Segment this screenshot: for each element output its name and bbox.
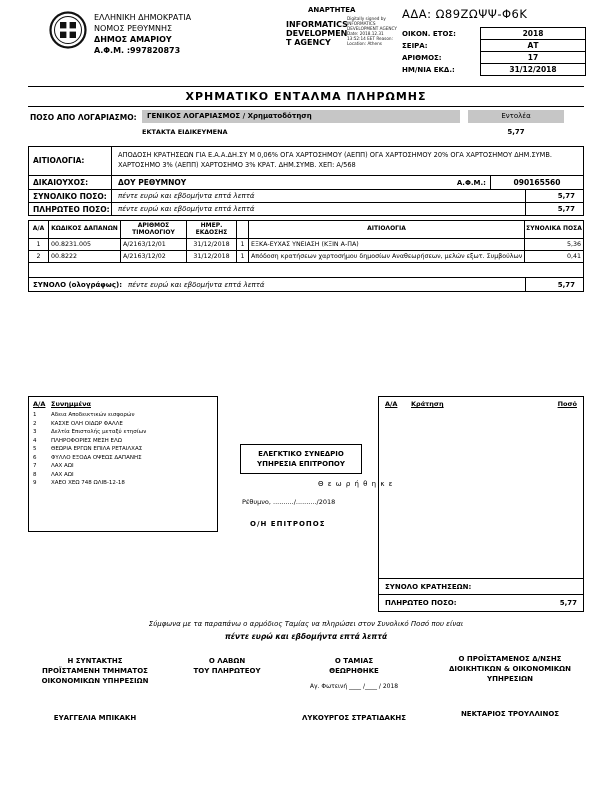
issuer-republic: ΕΛΛΗΝΙΚΗ ΔΗΜΟΚΡΑΤΙΑ: [94, 13, 192, 22]
table-row: [29, 239, 583, 251]
signature-block-treasurer: [284, 656, 424, 692]
ada-code: ΑΔΑ: Ω89ΖΩΨΨ-Φ6Κ: [402, 7, 528, 21]
digital-signature-details: Digitally signed by INFORMATICS DEVELOPMENT AGENCY Date: 2018.12.31 13:52:14 EET Reason: Location: Athens: [347, 16, 397, 46]
items-total-label: ΣΥΝΟΛΟ (ολογράφως):: [33, 280, 123, 289]
list-item: [33, 411, 213, 420]
item-amount: 0,41: [566, 253, 581, 260]
account-amount: 5,77: [507, 128, 525, 136]
coat-of-arms-icon: [48, 10, 88, 50]
audit-commissioner-label: Ο/Η ΕΠΙΤΡΟΠΟΣ: [250, 520, 326, 528]
attachment-text: ΘΕΩΡΙΑ ΕΡΓΩΝ ΕΠΙΛΑ ΡΕΤΑΙΛΧΑΣ: [51, 446, 143, 452]
justification-text: ΑΠΟΔΟΣΗ ΚΡΑΤΗΣΕΩΝ ΓΙΑ Ε.Α.Α.ΔΗ.ΣΥ Μ 0,06% ΟΓΑ ΧΑΡΤΟΣΗΜΟΥ (ΑΕΠΠ) ΟΓΑ ΧΑΡΤΟΣΗΜΟΥ 20% ΟΓΑ ΧΑΡΤΟΣΗΜΟΥ ΔΗΜ.ΣΥΜΒ. ΧΑΡΤΟΣΗΜΟ 3% (ΑΕΠΠ) ΧΑΡΤΟΣΗΜΟ 3% ΚΡΑΤ. ΔΗΜ.ΣΥΜΒ. ΧΕΠ: Α/568: [111, 147, 583, 175]
role-line: ΤΟΥ ΠΛΗΡΩΤΕΟΥ: [193, 667, 261, 675]
role-line: ΔΙΟΙΚΗΤΙΚΩΝ & ΟΙΚΟΝΟΜΙΚΩΝ: [449, 665, 571, 673]
payable-amount-value: 5,77: [525, 203, 583, 215]
table-row: [29, 251, 583, 263]
payable-amount-words: πέντε ευρώ και εβδομήντα επτά λεπτά: [111, 203, 525, 215]
meta-value: 31/12/2018: [480, 63, 586, 76]
issuer-afm: Α.Φ.Μ. :997820873: [94, 46, 181, 55]
list-item: [33, 445, 213, 454]
attachment-text: ΛΑΧ ΑΩΙ: [51, 471, 74, 478]
payment-instruction-line1: Σύμφωνα με τα παραπάνω ο αρμόδιος Ταμίας να πληρώσει στον Συνολικό Ποσό που είναι: [148, 620, 464, 628]
attachments-box: [28, 396, 218, 532]
expense-items-table: [28, 220, 584, 292]
attachment-no: 3: [33, 429, 37, 435]
meta-value: ΑΤ: [480, 39, 586, 52]
audit-court-line2: ΥΠΗΡΕΣΙΑ ΕΠΙΤΡΟΠΟΥ: [257, 460, 345, 468]
greek-coat-of-arms-logo: [48, 10, 88, 50]
digital-signature-agency: INFORMATICS DEVELOPMEN T AGENCY: [286, 20, 348, 47]
attachments-header-title: Συνημμένα: [51, 400, 91, 408]
attachment-no: 4: [33, 437, 37, 444]
deductions-payable-amount: 5,77: [559, 599, 577, 607]
list-item: [33, 462, 213, 471]
attachments-header-aa: Α/Α: [33, 400, 46, 408]
list-item: [33, 437, 213, 446]
audit-place-date: Ρέθυμνο, ........../........../2018: [242, 498, 336, 506]
items-table-header: [29, 221, 583, 239]
attachment-text: ΚΑΣΧΕ ΟΛΗ ΟΙΔΩΡ ΦΑΛΛΕ: [51, 420, 123, 427]
item-description: ΕΞΚΑ-ΕΥΧΑΣ ΥΝΕΙΑΣΗ (ΚΞΙΝ Α-ΠΑ): [249, 239, 525, 250]
col-header-aa: Α/Α: [29, 221, 49, 238]
items-total-amount: 5,77: [525, 278, 583, 291]
beneficiary-afm-value: 090165560: [490, 176, 583, 189]
list-item: [33, 420, 213, 429]
account-name-bar: ΓΕΝΙΚΟΣ ΛΟΓΑΡΙΑΣΜΟΣ / Χρηματοδότηση: [142, 110, 460, 123]
role-line: Ο ΛΑΒΩΝ: [208, 657, 246, 665]
justification-box: [28, 146, 584, 176]
page-title: ΧΡΗΜΑΤΙΚΟ ΕΝΤΑΛΜΑ ΠΛΗΡΩΜΗΣ: [185, 90, 427, 103]
list-item: [33, 471, 213, 480]
items-table-total-row: [29, 277, 583, 291]
issuer-prefecture: ΝΟΜΟΣ ΡΕΘΥΜΝΗΣ: [94, 24, 173, 33]
deductions-sum-label: ΣΥΝΟΛΟ ΚΡΑΤΗΣΕΩΝ:: [385, 583, 472, 591]
col-header-issue-date: ΗΜΕΡ. ΕΚΔΟΣΗΣ: [187, 221, 237, 238]
deductions-header-amount: Ποσό: [557, 400, 577, 408]
attachment-no: 7: [33, 463, 37, 469]
item-aa: 1: [29, 239, 49, 250]
col-header-justification: ΑΙΤΙΟΛΟΓΙΑ: [249, 221, 525, 238]
item-qty: 1: [237, 239, 249, 250]
signatory-name-director: ΝΕΚΤΑΡΙΟΣ ΤΡΟΥΛΛΙΝΟΣ: [460, 710, 560, 718]
payment-instruction-amount-words: πέντε ευρώ και εβδομήντα επτά λεπτά: [224, 632, 388, 641]
role-line: Ο ΤΑΜΙΑΣ: [334, 657, 374, 665]
attachment-no: 8: [33, 471, 37, 478]
role-line: Η ΣΥΝΤΑΚΤΗΣ: [67, 657, 123, 665]
signature-block-recipient: [172, 656, 282, 676]
list-item: [33, 479, 213, 488]
deductions-payable-label: ΠΛΗΡΩΤΕΟ ΠΟΣΟ:: [385, 599, 457, 607]
item-invoice-number: Α/2163/12/02: [121, 251, 187, 262]
meta-value: 17: [480, 51, 586, 64]
role-line: ΠΡΟΪΣΤΑΜΕΝΗ ΤΜΗΜΑΤΟΣ: [42, 667, 148, 675]
beneficiary-name: ΔΟΥ ΡΕΘΥΜΝΟΥ: [111, 176, 436, 189]
col-header-expense-code: ΚΩΔΙΚΟΣ ΔΑΠΑΝΩΝ: [49, 221, 121, 238]
deductions-payable-row: [379, 594, 583, 611]
meta-label: ΑΡΙΘΜΟΣ:: [402, 54, 442, 62]
col-header-qty: [237, 221, 249, 238]
attachment-text: ΦΥΛΛΟ ΕΞΟΔΑ ΟΨΕΩΣ ΔΑΠΑΝΗΣ: [51, 454, 142, 461]
item-qty: 1: [237, 251, 249, 262]
total-amount-label: ΣΥΝΟΛΙΚΟ ΠΟΣΟ:: [33, 191, 107, 201]
signatory-name-author: ΕΥΑΓΓΕΛΙΑ ΜΠΙΚΑΚΗ: [53, 714, 137, 722]
deductions-sum-row: [379, 578, 583, 595]
list-item: [33, 454, 213, 463]
deductions-header-aa: Α/Α: [385, 400, 398, 408]
total-amount-words: πέντε ευρώ και εβδομήντα επτά λεπτά: [111, 190, 525, 202]
attachment-no: 2: [33, 420, 37, 427]
item-invoice-number: Α/2163/12/01: [121, 239, 187, 250]
item-amount: 5,36: [566, 241, 581, 248]
meta-label: ΟΙΚΟΝ. ΕΤΟΣ:: [402, 30, 456, 38]
item-issue-date: 31/12/2018: [187, 251, 237, 262]
account-section-label: ΠΟΣΟ ΑΠΟ ΛΟΓΑΡΙΑΣΜΟ:: [30, 113, 137, 122]
total-amount-row: [28, 189, 584, 203]
signatory-name-treasurer: ΛΥΚΟΥΡΓΟΣ ΣΤΡΑΤΙΔΑΚΗΣ: [301, 714, 407, 722]
justification-label: ΑΙΤΙΟΛΟΓΙΑ:: [33, 156, 85, 165]
beneficiary-row: [28, 175, 584, 190]
beneficiary-label: ΔΙΚΑΙΟΥΧΟΣ:: [33, 178, 89, 187]
attachment-no: 9: [33, 480, 37, 486]
role-line: Ο ΠΡΟΪΣΤΑΜΕΝΟΣ Δ/ΝΣΗΣ: [458, 655, 562, 663]
role-line: ΟΙΚΟΝΟΜΙΚΩΝ ΥΠΗΡΕΣΙΩΝ: [41, 677, 149, 685]
rule-above-title: [28, 86, 584, 87]
signature-block-director: [430, 654, 590, 684]
items-total-words: πέντε ευρώ και εβδομήντα επτά λεπτά: [128, 280, 265, 289]
payable-amount-row: [28, 202, 584, 216]
anartitea-label: ΑΝΑΡΤΗΤΕΑ: [308, 6, 356, 14]
col-header-invoice-number: ΑΡΙΘΜΟΣ ΤΙΜΟΛΟΓΙΟΥ: [121, 221, 187, 238]
beneficiary-afm-label: Α.Φ.Μ.:: [456, 178, 486, 187]
col-header-total-amounts: ΣΥΝΟΛΙΚΑ ΠΟΣΑ: [526, 225, 582, 233]
payable-amount-label: ΠΛΗΡΩΤΕΟ ΠΟΣΟ:: [33, 204, 110, 214]
rule-below-title: [28, 106, 584, 107]
meta-row-issue-date: [402, 63, 586, 76]
entolea-bar: Εντολέα: [468, 110, 564, 123]
deductions-box: [378, 396, 584, 612]
meta-label: ΗΜ/ΝΙΑ ΕΚΔ.:: [402, 66, 455, 74]
meta-value: 2018: [480, 27, 586, 40]
item-description: Απόδοση κρατήσεων χαρτοσήμου δημοσίων Αναθεωρήσεων, μελών εξωτ. Συμβούλων: [249, 251, 525, 262]
account-sub-name: ΕΚΤΑΚΤΑ ΕΙΔΙΚΕΥΜΕΝΑ: [142, 128, 228, 136]
attachment-text: Δελτία Επιστολής μεταξύ ετησίων: [51, 429, 147, 435]
attachment-text: ΧΑΕΟ ΧΕΩ 748 ΩΛΙΒ-12-18: [51, 480, 125, 486]
meta-label: ΣΕΙΡΑ:: [402, 42, 428, 50]
document-meta-table: [402, 27, 586, 76]
role-line: ΘΕΩΡΗΘΗΚΕ: [329, 667, 379, 675]
attachment-text: Αδεια Αποδεικτικών εισφορών: [51, 412, 135, 418]
total-amount-value: 5,77: [525, 190, 583, 202]
deductions-header: [379, 397, 583, 411]
issuer-block: [94, 12, 191, 56]
audit-approved-label: Θ ε ω ρ ή θ η κ ε: [318, 480, 394, 488]
item-expense-code: 00.8222: [49, 251, 121, 262]
issuer-municipality: ΔΗΜΟΣ ΑΜΑΡΙΟΥ: [94, 35, 172, 44]
attachments-header: [33, 400, 213, 408]
treasurer-date-line: Αγ. Φωτεινή ____ /____ / 2018: [309, 683, 399, 690]
item-expense-code: 00.8231.005: [49, 239, 121, 250]
item-aa: 2: [29, 251, 49, 262]
role-line: ΥΠΗΡΕΣΙΩΝ: [487, 675, 533, 683]
item-issue-date: 31/12/2018: [187, 239, 237, 250]
attachment-no: 6: [33, 454, 37, 461]
attachment-text: ΛΑΧ ΑΩΙ: [51, 463, 74, 469]
list-item: [33, 428, 213, 437]
attachment-no: 1: [33, 412, 37, 418]
signature-block-author: [20, 656, 170, 686]
items-table-empty-space: [29, 263, 583, 277]
audit-court-line1: ΕΛΕΓΚΤΙΚΟ ΣΥΝΕΔΡΙΟ: [258, 450, 344, 458]
audit-court-box: [240, 444, 362, 474]
deductions-header-name: Κράτηση: [411, 400, 444, 408]
attachment-no: 5: [33, 446, 37, 452]
attachment-text: ΠΛΗΡΟΦΟΡΙΕΣ ΜΕΣΗ ΕΛΩ: [51, 437, 122, 444]
